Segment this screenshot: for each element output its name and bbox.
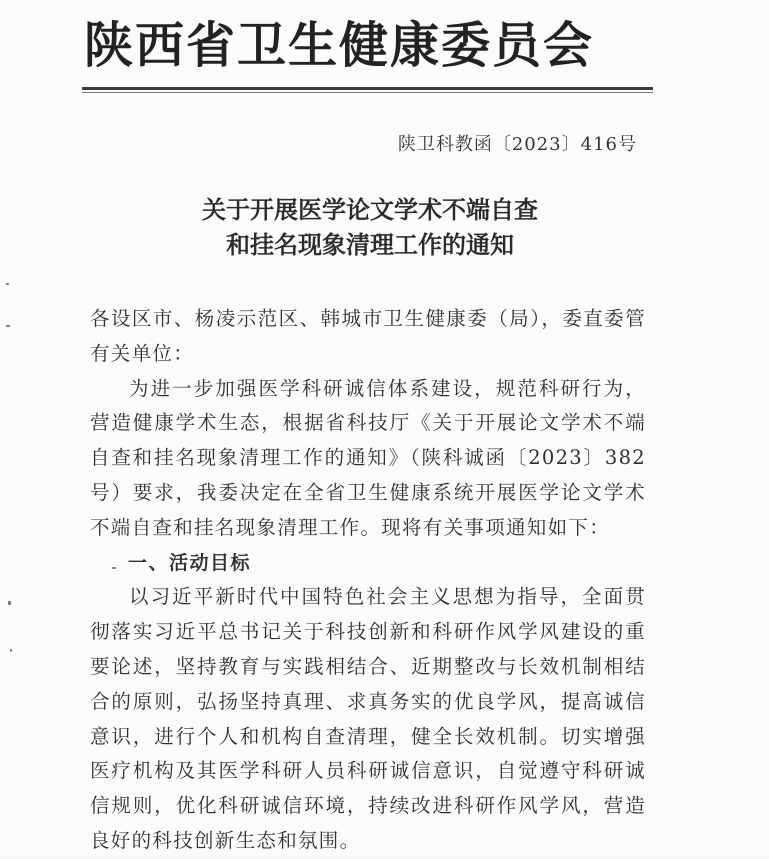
scan-mark: [8, 601, 11, 605]
section-heading-1: 一、活动目标: [128, 551, 252, 574]
organization-letterhead: 陕西省卫生健康委员会: [84, 16, 595, 74]
addressee: 各设区市、杨凌示范区、韩城市卫生健康委（局），委直委管有关单位：: [90, 307, 646, 365]
paragraph-goals: 以习近平新时代中国特色社会主义思想为指导，全面贯彻落实习近平总书记关于科技创新和科研作风学风建设的重要论述，坚持教育与实践相结合、近期整改与长效机制相结合的原则，弘扬坚持真理、求真务实的优良学风，提高诚信意识，进行个人和机构自查清理，健全长效机制。切实增强医疗机构及其医学科研人员科研诚信意识，自觉遵守科研诚信规则，优化科研诚信环境，持续改进科研作风学风，营造良好的科技创新生态和氛围。: [90, 585, 646, 852]
document-number: 陕卫科教函〔2023〕416号: [397, 134, 637, 155]
document-body: [90, 302, 646, 859]
paragraph-intro: 为进一步加强医学科研诚信体系建设，规范科研行为，营造健康学术生态，根据省科技厅《关于开展论文学术不端自查和挂名现象清理工作的通知》（陕科诚函〔2023〕382号）要求，我委决定在全省卫生健康系统开展医学论文学术不端自查和挂名现象清理工作。现将有关事项通知如下：: [90, 376, 646, 539]
title-line-1: 关于开展医学论文学术不端自查: [202, 196, 538, 224]
scan-mark: [6, 283, 9, 285]
title-line-2: 和挂名现象清理工作的通知: [226, 231, 514, 259]
letterhead-rule-thick: [82, 87, 653, 90]
scan-mark: [112, 567, 116, 569]
scan-mark: [10, 649, 12, 652]
scan-mark: [6, 325, 10, 327]
document-title: [90, 193, 650, 263]
letterhead-rule-thin: [82, 92, 653, 93]
